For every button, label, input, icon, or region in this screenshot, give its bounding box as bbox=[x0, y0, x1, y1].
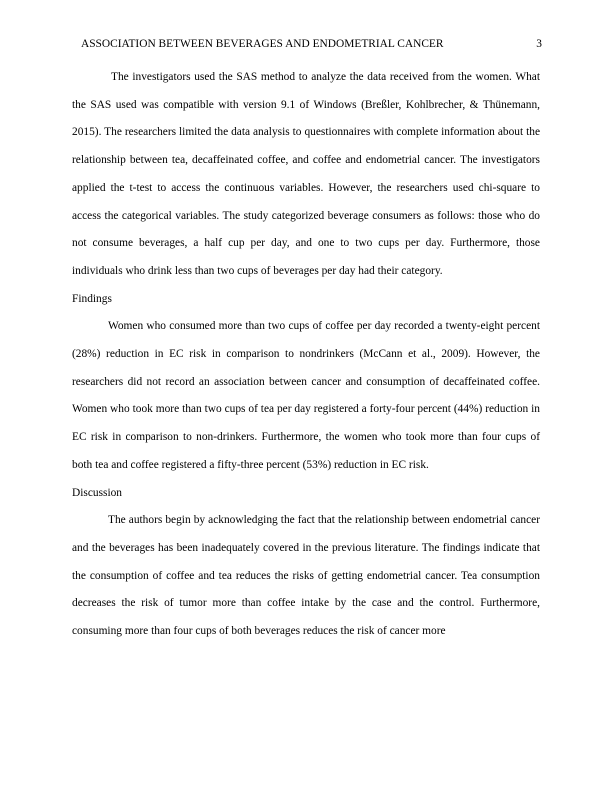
page-header bbox=[72, 36, 542, 52]
paragraph-discussion: The authors begin by acknowledging the fact that the relationship between endometrial cancer and the beverages has been inadequately covered in the previous literature. The findings indicate that the consumption of coffee and tea reduces the risks of getting endometrial cancer. Tea consumption decreases the risk of tumor more than coffee intake by the case and the control. Furthermore, consuming more than four cups of both beverages reduces the risk of cancer more bbox=[72, 514, 540, 638]
paragraph-findings: Women who consumed more than two cups of coffee per day recorded a twenty-eight percent (28%) reduction in EC risk in comparison to nondrinkers (McCann et al., 2009). However, the researchers did not record an association between cancer and consumption of decaffeinated coffee. Women who took more than two cups of tea per day registered a forty-four percent (44%) reduction in EC risk in comparison to non-drinkers. Furthermore, the women who took more than four cups of both tea and coffee registered a fifty-three percent (53%) reduction in EC risk. bbox=[72, 320, 540, 471]
paragraph-analysis-methods: The investigators used the SAS method to analyze the data received from the women. What the SAS used was compatible with version 9.1 of Windows (Breßler, Kohlbrecher, & Thünemann, 2015). The researchers limited the data analysis to questionnaires with complete information about the relationship between tea, decaffeinated coffee, and coffee and endometrial cancer. The investigators applied the t-test to access the continuous variables. However, the researchers used chi-square to access the categorical variables. The study categorized beverage consumers as follows: those who do not consume beverages, a half cup per day, and one to two cups per day. Furthermore, those individuals who drink less than two cups of beverages per day had their category. bbox=[72, 71, 540, 277]
section-heading-discussion: Discussion bbox=[72, 486, 122, 499]
document-body bbox=[72, 64, 540, 646]
running-head: ASSOCIATION BETWEEN BEVERAGES AND ENDOMETRIAL CANCER bbox=[81, 38, 444, 50]
page-number: 3 bbox=[536, 38, 542, 50]
section-heading-findings: Findings bbox=[72, 292, 112, 305]
